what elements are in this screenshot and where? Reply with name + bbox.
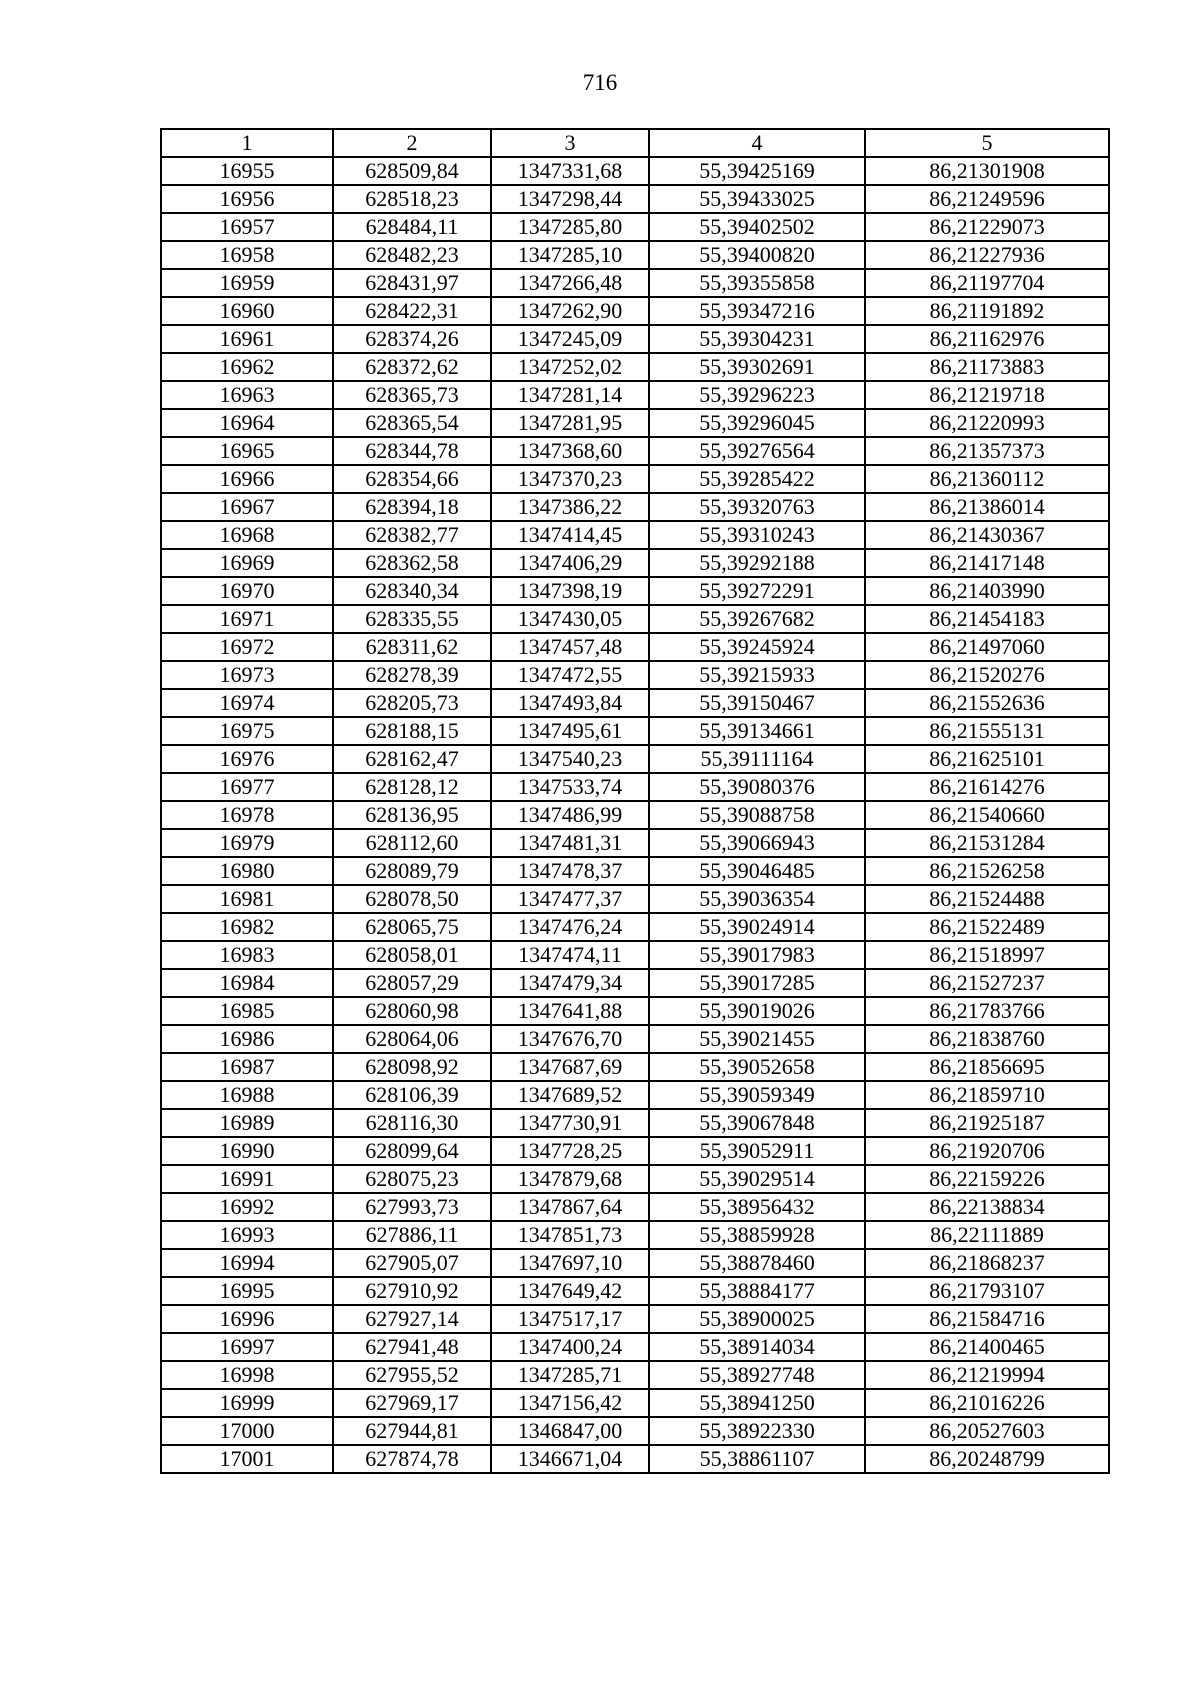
table-cell: 1347851,73 (491, 1221, 649, 1249)
table-cell: 628060,98 (333, 997, 491, 1025)
table-cell: 86,21220993 (865, 409, 1109, 437)
table-cell: 1347266,48 (491, 269, 649, 297)
table-cell: 86,21555131 (865, 717, 1109, 745)
table-row (161, 1165, 1109, 1193)
table-cell: 86,21403990 (865, 577, 1109, 605)
table-cell: 55,38941250 (649, 1389, 865, 1417)
table-row (161, 1417, 1109, 1445)
table-cell: 628099,64 (333, 1137, 491, 1165)
table-cell: 1347252,02 (491, 353, 649, 381)
table-cell: 86,22138834 (865, 1193, 1109, 1221)
table-cell: 16959 (161, 269, 333, 297)
table-cell: 627969,17 (333, 1389, 491, 1417)
table-cell: 627905,07 (333, 1249, 491, 1277)
table-row (161, 185, 1109, 213)
table-cell: 86,21219718 (865, 381, 1109, 409)
table-cell: 16979 (161, 829, 333, 857)
page-number: 716 (582, 70, 618, 95)
table-cell: 86,21454183 (865, 605, 1109, 633)
table-cell: 55,39017983 (649, 941, 865, 969)
table-cell: 55,39276564 (649, 437, 865, 465)
table-row (161, 633, 1109, 661)
table-cell: 55,39272291 (649, 577, 865, 605)
table-cell: 16957 (161, 213, 333, 241)
column-header: 5 (865, 129, 1109, 157)
table-row (161, 1389, 1109, 1417)
table-cell: 86,21925187 (865, 1109, 1109, 1137)
table-cell: 1347493,84 (491, 689, 649, 717)
table-cell: 16997 (161, 1333, 333, 1361)
table-cell: 628311,62 (333, 633, 491, 661)
table-cell: 627886,11 (333, 1221, 491, 1249)
table-cell: 55,39150467 (649, 689, 865, 717)
table-cell: 55,38927748 (649, 1361, 865, 1389)
table-cell: 86,20527603 (865, 1417, 1109, 1445)
table-cell: 86,21584716 (865, 1305, 1109, 1333)
table-row (161, 157, 1109, 185)
table-cell: 628205,73 (333, 689, 491, 717)
table-header-row (161, 129, 1109, 157)
table-cell: 1346847,00 (491, 1417, 649, 1445)
table-cell: 1347728,25 (491, 1137, 649, 1165)
table-cell: 628112,60 (333, 829, 491, 857)
table-cell: 16981 (161, 885, 333, 913)
table-cell: 1347495,61 (491, 717, 649, 745)
table-cell: 628106,39 (333, 1081, 491, 1109)
table-row (161, 325, 1109, 353)
table-cell: 1347474,11 (491, 941, 649, 969)
table-cell: 628482,23 (333, 241, 491, 269)
table-cell: 55,39046485 (649, 857, 865, 885)
table-row (161, 549, 1109, 577)
table-row (161, 1025, 1109, 1053)
table-cell: 55,39402502 (649, 213, 865, 241)
table-cell: 628509,84 (333, 157, 491, 185)
table-row (161, 381, 1109, 409)
table-cell: 628078,50 (333, 885, 491, 913)
coordinates-table (160, 128, 1110, 1474)
table-cell: 16972 (161, 633, 333, 661)
table-cell: 16993 (161, 1221, 333, 1249)
table-cell: 16958 (161, 241, 333, 269)
table-cell: 16974 (161, 689, 333, 717)
table-cell: 1347486,99 (491, 801, 649, 829)
table-cell: 86,21856695 (865, 1053, 1109, 1081)
table-cell: 16963 (161, 381, 333, 409)
table-cell: 55,39304231 (649, 325, 865, 353)
table-cell: 86,21783766 (865, 997, 1109, 1025)
table-cell: 16964 (161, 409, 333, 437)
table-row (161, 437, 1109, 465)
table-cell: 86,21430367 (865, 521, 1109, 549)
table-row (161, 1305, 1109, 1333)
table-row (161, 465, 1109, 493)
table-cell: 55,38956432 (649, 1193, 865, 1221)
table-cell: 16998 (161, 1361, 333, 1389)
table-cell: 86,21531284 (865, 829, 1109, 857)
table-row (161, 885, 1109, 913)
table-cell: 55,39302691 (649, 353, 865, 381)
table-cell: 628372,62 (333, 353, 491, 381)
table-cell: 627944,81 (333, 1417, 491, 1445)
table-cell: 86,21386014 (865, 493, 1109, 521)
table-cell: 55,39059349 (649, 1081, 865, 1109)
column-header: 1 (161, 129, 333, 157)
table-cell: 86,21868237 (865, 1249, 1109, 1277)
table-cell: 1347472,55 (491, 661, 649, 689)
table-row (161, 829, 1109, 857)
table-cell: 86,21625101 (865, 745, 1109, 773)
table-cell: 86,21524488 (865, 885, 1109, 913)
table-row (161, 689, 1109, 717)
table-cell: 16978 (161, 801, 333, 829)
table-row (161, 241, 1109, 269)
table-cell: 86,21173883 (865, 353, 1109, 381)
table-cell: 16984 (161, 969, 333, 997)
table-row (161, 1277, 1109, 1305)
table-row (161, 857, 1109, 885)
table-cell: 1347285,80 (491, 213, 649, 241)
table-cell: 1347540,23 (491, 745, 649, 773)
table-cell: 16995 (161, 1277, 333, 1305)
table-cell: 16989 (161, 1109, 333, 1137)
table-cell: 55,39425169 (649, 157, 865, 185)
table-cell: 86,21614276 (865, 773, 1109, 801)
table-cell: 628136,95 (333, 801, 491, 829)
table-cell: 16966 (161, 465, 333, 493)
table-cell: 55,39215933 (649, 661, 865, 689)
table-cell: 86,21016226 (865, 1389, 1109, 1417)
table-row (161, 913, 1109, 941)
table-cell: 86,21526258 (865, 857, 1109, 885)
table-cell: 628089,79 (333, 857, 491, 885)
table-row (161, 577, 1109, 605)
table-cell: 628278,39 (333, 661, 491, 689)
table-cell: 55,39355858 (649, 269, 865, 297)
table-cell: 55,38914034 (649, 1333, 865, 1361)
table-cell: 628422,31 (333, 297, 491, 325)
table-cell: 1347687,69 (491, 1053, 649, 1081)
table-cell: 55,39296223 (649, 381, 865, 409)
table-cell: 55,39067848 (649, 1109, 865, 1137)
table-row (161, 1193, 1109, 1221)
table-row (161, 773, 1109, 801)
table-cell: 86,20248799 (865, 1445, 1109, 1473)
table-row (161, 297, 1109, 325)
table-cell: 55,39066943 (649, 829, 865, 857)
table-cell: 1347156,42 (491, 1389, 649, 1417)
table-cell: 628382,77 (333, 521, 491, 549)
table-cell: 86,21357373 (865, 437, 1109, 465)
table-cell: 55,38900025 (649, 1305, 865, 1333)
table-cell: 627910,92 (333, 1277, 491, 1305)
table-row (161, 941, 1109, 969)
table-cell: 86,21301908 (865, 157, 1109, 185)
table-cell: 16968 (161, 521, 333, 549)
table-row (161, 521, 1109, 549)
table-row (161, 1333, 1109, 1361)
table-row (161, 269, 1109, 297)
table-cell: 628162,47 (333, 745, 491, 773)
table-cell: 1347533,74 (491, 773, 649, 801)
table-cell: 628057,29 (333, 969, 491, 997)
table-cell: 16994 (161, 1249, 333, 1277)
table-cell: 628335,55 (333, 605, 491, 633)
table-cell: 16971 (161, 605, 333, 633)
table-cell: 1347477,37 (491, 885, 649, 913)
table-cell: 86,22111889 (865, 1221, 1109, 1249)
table-row (161, 605, 1109, 633)
table-cell: 1347331,68 (491, 157, 649, 185)
table-row (161, 1445, 1109, 1473)
table-cell: 627874,78 (333, 1445, 491, 1473)
table-cell: 1347406,29 (491, 549, 649, 577)
table-cell: 628484,11 (333, 213, 491, 241)
table-cell: 86,21249596 (865, 185, 1109, 213)
table-cell: 1347517,17 (491, 1305, 649, 1333)
table-cell: 628365,54 (333, 409, 491, 437)
table-row (161, 1109, 1109, 1137)
table-cell: 55,39036354 (649, 885, 865, 913)
table-cell: 16975 (161, 717, 333, 745)
table-cell: 55,39021455 (649, 1025, 865, 1053)
table-cell: 55,39292188 (649, 549, 865, 577)
table-cell: 17000 (161, 1417, 333, 1445)
table-cell: 16977 (161, 773, 333, 801)
table-row (161, 353, 1109, 381)
table-cell: 627955,52 (333, 1361, 491, 1389)
table-cell: 55,39296045 (649, 409, 865, 437)
table-cell: 55,38861107 (649, 1445, 865, 1473)
table-cell: 55,39347216 (649, 297, 865, 325)
table-cell: 16965 (161, 437, 333, 465)
table-cell: 16990 (161, 1137, 333, 1165)
table-cell: 628064,06 (333, 1025, 491, 1053)
table-cell: 17001 (161, 1445, 333, 1473)
table-cell: 628058,01 (333, 941, 491, 969)
table-cell: 16970 (161, 577, 333, 605)
table-cell: 628128,12 (333, 773, 491, 801)
table-cell: 55,39285422 (649, 465, 865, 493)
table-cell: 55,39019026 (649, 997, 865, 1025)
table-cell: 628065,75 (333, 913, 491, 941)
table-cell: 627927,14 (333, 1305, 491, 1333)
table-cell: 16999 (161, 1389, 333, 1417)
table-cell: 86,21540660 (865, 801, 1109, 829)
table-cell: 86,21527237 (865, 969, 1109, 997)
table-cell: 86,21552636 (865, 689, 1109, 717)
table-cell: 628374,26 (333, 325, 491, 353)
table-cell: 1347262,90 (491, 297, 649, 325)
table-cell: 16982 (161, 913, 333, 941)
table-cell: 55,39433025 (649, 185, 865, 213)
table-cell: 628431,97 (333, 269, 491, 297)
table-cell: 16992 (161, 1193, 333, 1221)
table-cell: 16986 (161, 1025, 333, 1053)
table-body (161, 157, 1109, 1473)
table-cell: 1347245,09 (491, 325, 649, 353)
table-row (161, 1361, 1109, 1389)
table-cell: 16955 (161, 157, 333, 185)
table-cell: 1347649,42 (491, 1277, 649, 1305)
table-cell: 628340,34 (333, 577, 491, 605)
table-row (161, 745, 1109, 773)
table-cell: 628098,92 (333, 1053, 491, 1081)
table-row (161, 1249, 1109, 1277)
table-cell: 1347430,05 (491, 605, 649, 633)
table-cell: 1347689,52 (491, 1081, 649, 1109)
table-cell: 1347641,88 (491, 997, 649, 1025)
table-row (161, 1081, 1109, 1109)
table-cell: 628188,15 (333, 717, 491, 745)
table-cell: 86,21838760 (865, 1025, 1109, 1053)
table-cell: 1347479,34 (491, 969, 649, 997)
table-cell: 55,39024914 (649, 913, 865, 941)
column-header: 3 (491, 129, 649, 157)
table-cell: 86,21197704 (865, 269, 1109, 297)
table-cell: 16956 (161, 185, 333, 213)
table-cell: 55,39080376 (649, 773, 865, 801)
table-cell: 16960 (161, 297, 333, 325)
table-cell: 55,39134661 (649, 717, 865, 745)
table-cell: 1347370,23 (491, 465, 649, 493)
table-cell: 55,39310243 (649, 521, 865, 549)
table-cell: 628075,23 (333, 1165, 491, 1193)
table-cell: 628365,73 (333, 381, 491, 409)
table-row (161, 1221, 1109, 1249)
table-cell: 55,39052911 (649, 1137, 865, 1165)
table-cell: 86,21920706 (865, 1137, 1109, 1165)
table-cell: 55,39320763 (649, 493, 865, 521)
table-cell: 1347368,60 (491, 437, 649, 465)
table-cell: 16983 (161, 941, 333, 969)
table-cell: 16980 (161, 857, 333, 885)
table-cell: 1347476,24 (491, 913, 649, 941)
table-cell: 1347730,91 (491, 1109, 649, 1137)
table-cell: 1347281,14 (491, 381, 649, 409)
table-cell: 1347386,22 (491, 493, 649, 521)
table-row (161, 1053, 1109, 1081)
table-cell: 16991 (161, 1165, 333, 1193)
table-cell: 1347457,48 (491, 633, 649, 661)
table-cell: 1347867,64 (491, 1193, 649, 1221)
table-cell: 16969 (161, 549, 333, 577)
table-cell: 1347285,71 (491, 1361, 649, 1389)
table-cell: 16996 (161, 1305, 333, 1333)
table-cell: 1346671,04 (491, 1445, 649, 1473)
table-cell: 1347481,31 (491, 829, 649, 857)
table-cell: 1347400,24 (491, 1333, 649, 1361)
table-cell: 627941,48 (333, 1333, 491, 1361)
table-cell: 55,39245924 (649, 633, 865, 661)
table-cell: 55,39400820 (649, 241, 865, 269)
table-cell: 55,39111164 (649, 745, 865, 773)
table-cell: 16985 (161, 997, 333, 1025)
table-row (161, 213, 1109, 241)
table-cell: 628354,66 (333, 465, 491, 493)
table-row (161, 1137, 1109, 1165)
table-cell: 627993,73 (333, 1193, 491, 1221)
table-row (161, 969, 1109, 997)
table-cell: 55,39088758 (649, 801, 865, 829)
table-cell: 55,39052658 (649, 1053, 865, 1081)
table-cell: 1347414,45 (491, 521, 649, 549)
table-cell: 86,21227936 (865, 241, 1109, 269)
table-cell: 628394,18 (333, 493, 491, 521)
table-cell: 86,21360112 (865, 465, 1109, 493)
column-header: 2 (333, 129, 491, 157)
table-cell: 1347298,44 (491, 185, 649, 213)
table-cell: 16976 (161, 745, 333, 773)
table-cell: 86,21793107 (865, 1277, 1109, 1305)
table-cell: 86,21522489 (865, 913, 1109, 941)
table-cell: 628362,58 (333, 549, 491, 577)
table-row (161, 493, 1109, 521)
table-cell: 1347285,10 (491, 241, 649, 269)
table-cell: 86,21400465 (865, 1333, 1109, 1361)
table-cell: 628344,78 (333, 437, 491, 465)
table-cell: 86,21162976 (865, 325, 1109, 353)
table-cell: 86,21219994 (865, 1361, 1109, 1389)
table-cell: 86,22159226 (865, 1165, 1109, 1193)
column-header: 4 (649, 129, 865, 157)
table-row (161, 997, 1109, 1025)
table-cell: 55,38878460 (649, 1249, 865, 1277)
table-cell: 1347478,37 (491, 857, 649, 885)
table-cell: 55,38859928 (649, 1221, 865, 1249)
table-cell: 16961 (161, 325, 333, 353)
table-cell: 1347281,95 (491, 409, 649, 437)
table-cell: 86,21497060 (865, 633, 1109, 661)
table-cell: 16962 (161, 353, 333, 381)
table-row (161, 409, 1109, 437)
table-cell: 86,21520276 (865, 661, 1109, 689)
table-cell: 1347879,68 (491, 1165, 649, 1193)
table-cell: 86,21518997 (865, 941, 1109, 969)
table-cell: 55,38884177 (649, 1277, 865, 1305)
table-cell: 1347697,10 (491, 1249, 649, 1277)
table-cell: 55,39029514 (649, 1165, 865, 1193)
table-cell: 55,39017285 (649, 969, 865, 997)
table-cell: 16973 (161, 661, 333, 689)
table-cell: 16967 (161, 493, 333, 521)
table-cell: 1347676,70 (491, 1025, 649, 1053)
table-cell: 86,21191892 (865, 297, 1109, 325)
table-cell: 16988 (161, 1081, 333, 1109)
table-cell: 86,21859710 (865, 1081, 1109, 1109)
table-cell: 55,39267682 (649, 605, 865, 633)
table-row (161, 661, 1109, 689)
table-row (161, 717, 1109, 745)
table-cell: 86,21229073 (865, 213, 1109, 241)
table-row (161, 801, 1109, 829)
table-cell: 86,21417148 (865, 549, 1109, 577)
table-cell: 16987 (161, 1053, 333, 1081)
table-cell: 1347398,19 (491, 577, 649, 605)
table-cell: 55,38922330 (649, 1417, 865, 1445)
table-cell: 628518,23 (333, 185, 491, 213)
table-cell: 628116,30 (333, 1109, 491, 1137)
